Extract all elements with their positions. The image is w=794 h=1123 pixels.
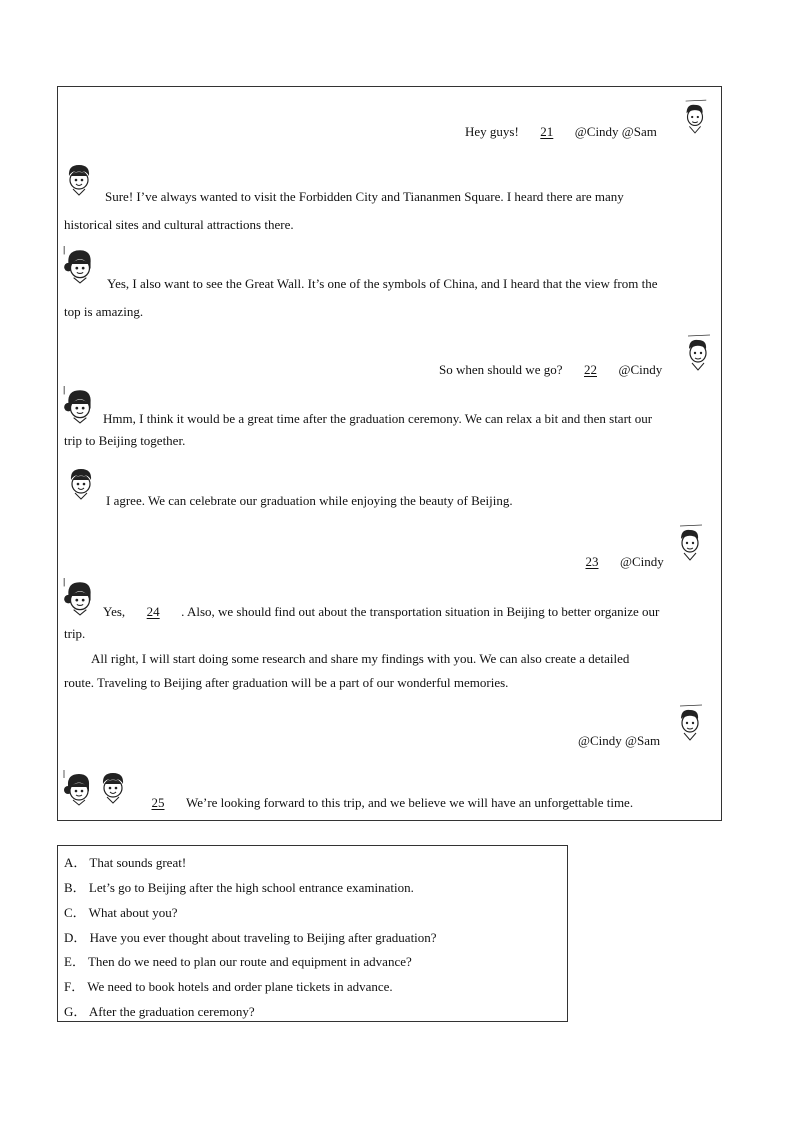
dialogue-line-9a: All right, I will start doing some research and share my findings with you. We can also create a detailed bbox=[91, 651, 630, 666]
boy-avatar-icon bbox=[98, 770, 128, 804]
dialogue-line-2b: historical sites and cultural attractions there. bbox=[64, 217, 294, 232]
dialogue-line-1: Hey guys! 21 @Cindy @Sam bbox=[465, 124, 657, 139]
dialogue-line-8a: Yes, 24 . Also, we should find out about the transportation situation in Beijing to better organize our bbox=[103, 604, 660, 619]
dialogue-line-3b: top is amazing. bbox=[64, 304, 144, 319]
dialogue-line-10: @Cindy @Sam bbox=[578, 733, 661, 748]
option-e: E． Then do we need to plan our route and equipment in advance? bbox=[64, 954, 412, 969]
dialogue-line-6: I agree. We can celebrate our graduation while enjoying the beauty of Beijing. bbox=[106, 493, 513, 508]
boy-avatar-icon bbox=[64, 162, 94, 196]
dialogue-line-2a: Sure! I’ve always wanted to visit the Forbidden City and Tiananmen Square. I heard there are many bbox=[105, 189, 624, 204]
cindy-avatar-icon bbox=[62, 246, 98, 284]
option-d: D． Have you ever thought about traveling to Beijing after graduation? bbox=[64, 930, 437, 945]
sam-avatar-icon bbox=[674, 524, 706, 562]
sam-avatar-icon bbox=[680, 98, 710, 136]
option-g: G． After the graduation ceremony? bbox=[64, 1004, 255, 1019]
dialogue-line-4: So when should we go? 22 @Cindy bbox=[439, 362, 663, 377]
dialogue-line-9b: route. Traveling to Beijing after graduation will be a part of our wonderful memories. bbox=[64, 675, 509, 690]
dialogue-line-11: 25 We’re looking forward to this trip, and we believe we will have an unforgettable time. bbox=[130, 795, 633, 811]
option-a: A． That sounds great! bbox=[64, 855, 187, 870]
boy-avatar-icon bbox=[66, 466, 96, 500]
options-box bbox=[57, 845, 568, 1022]
dialogue-line-5b: trip to Beijing together. bbox=[64, 433, 186, 448]
blank-21[interactable]: 21 bbox=[540, 124, 554, 139]
blank-23[interactable]: 23 bbox=[585, 554, 599, 569]
blank-24[interactable]: 24 bbox=[146, 604, 160, 619]
blank-22[interactable]: 22 bbox=[584, 362, 597, 377]
dialogue-line-7: 23 @Cindy bbox=[564, 554, 664, 570]
dialogue-line-5a: Hmm, I think it would be a great time after the graduation ceremony. We can relax a bit and then start our bbox=[103, 411, 653, 426]
blank-25[interactable]: 25 bbox=[151, 795, 165, 810]
cindy-avatar-icon bbox=[62, 578, 98, 616]
dialogue-line-3a: Yes, I also want to see the Great Wall. It’s one of the symbols of China, and I heard that the view from the bbox=[107, 276, 658, 291]
sam-avatar-icon bbox=[674, 704, 706, 742]
option-c: C． What about you? bbox=[64, 905, 178, 920]
cindy-avatar-icon bbox=[62, 770, 96, 806]
sam-avatar-icon bbox=[682, 334, 714, 372]
dialogue-line-8b: trip. bbox=[64, 626, 86, 641]
cindy-avatar-icon bbox=[62, 386, 98, 424]
option-f: F． We need to book hotels and order plane tickets in advance. bbox=[64, 979, 393, 994]
option-b: B． Let’s go to Beijing after the high school entrance examination. bbox=[64, 880, 414, 895]
